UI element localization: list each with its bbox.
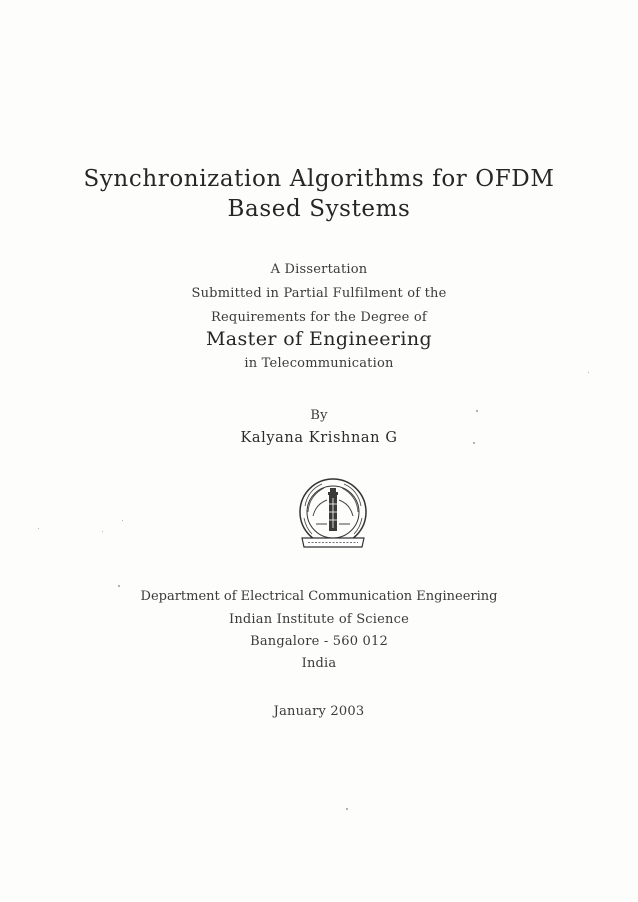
degree-name: Master of Engineering	[205, 328, 433, 350]
submission-date: January 2003	[273, 704, 365, 719]
institute-name: Indian Institute of Science	[228, 612, 409, 627]
requirements-statement: Requirements for the Degree of	[211, 310, 427, 325]
submission-statement: Submitted in Partial Fulfilment of the	[191, 286, 447, 301]
institute-city: Bangalore - 560 012	[250, 634, 388, 649]
scan-speck	[38, 528, 39, 529]
scan-speck	[588, 372, 589, 373]
institute-country: India	[301, 656, 337, 671]
by-label: By	[310, 408, 328, 423]
thesis-title-line-2: Based Systems	[227, 196, 411, 222]
scan-speck	[102, 531, 103, 532]
institute-seal-icon	[296, 476, 370, 552]
degree-field: in Telecommunication	[244, 356, 394, 371]
scan-speck	[118, 585, 120, 587]
scan-speck	[122, 520, 123, 521]
department-name: Department of Electrical Communication Engineering	[140, 589, 498, 604]
dissertation-label: A Dissertation	[270, 262, 368, 277]
scan-speck	[346, 808, 348, 810]
thesis-title-line-1: Synchronization Algorithms for OFDM	[83, 166, 555, 192]
author-name: Kalyana Krishnan G	[240, 430, 398, 446]
